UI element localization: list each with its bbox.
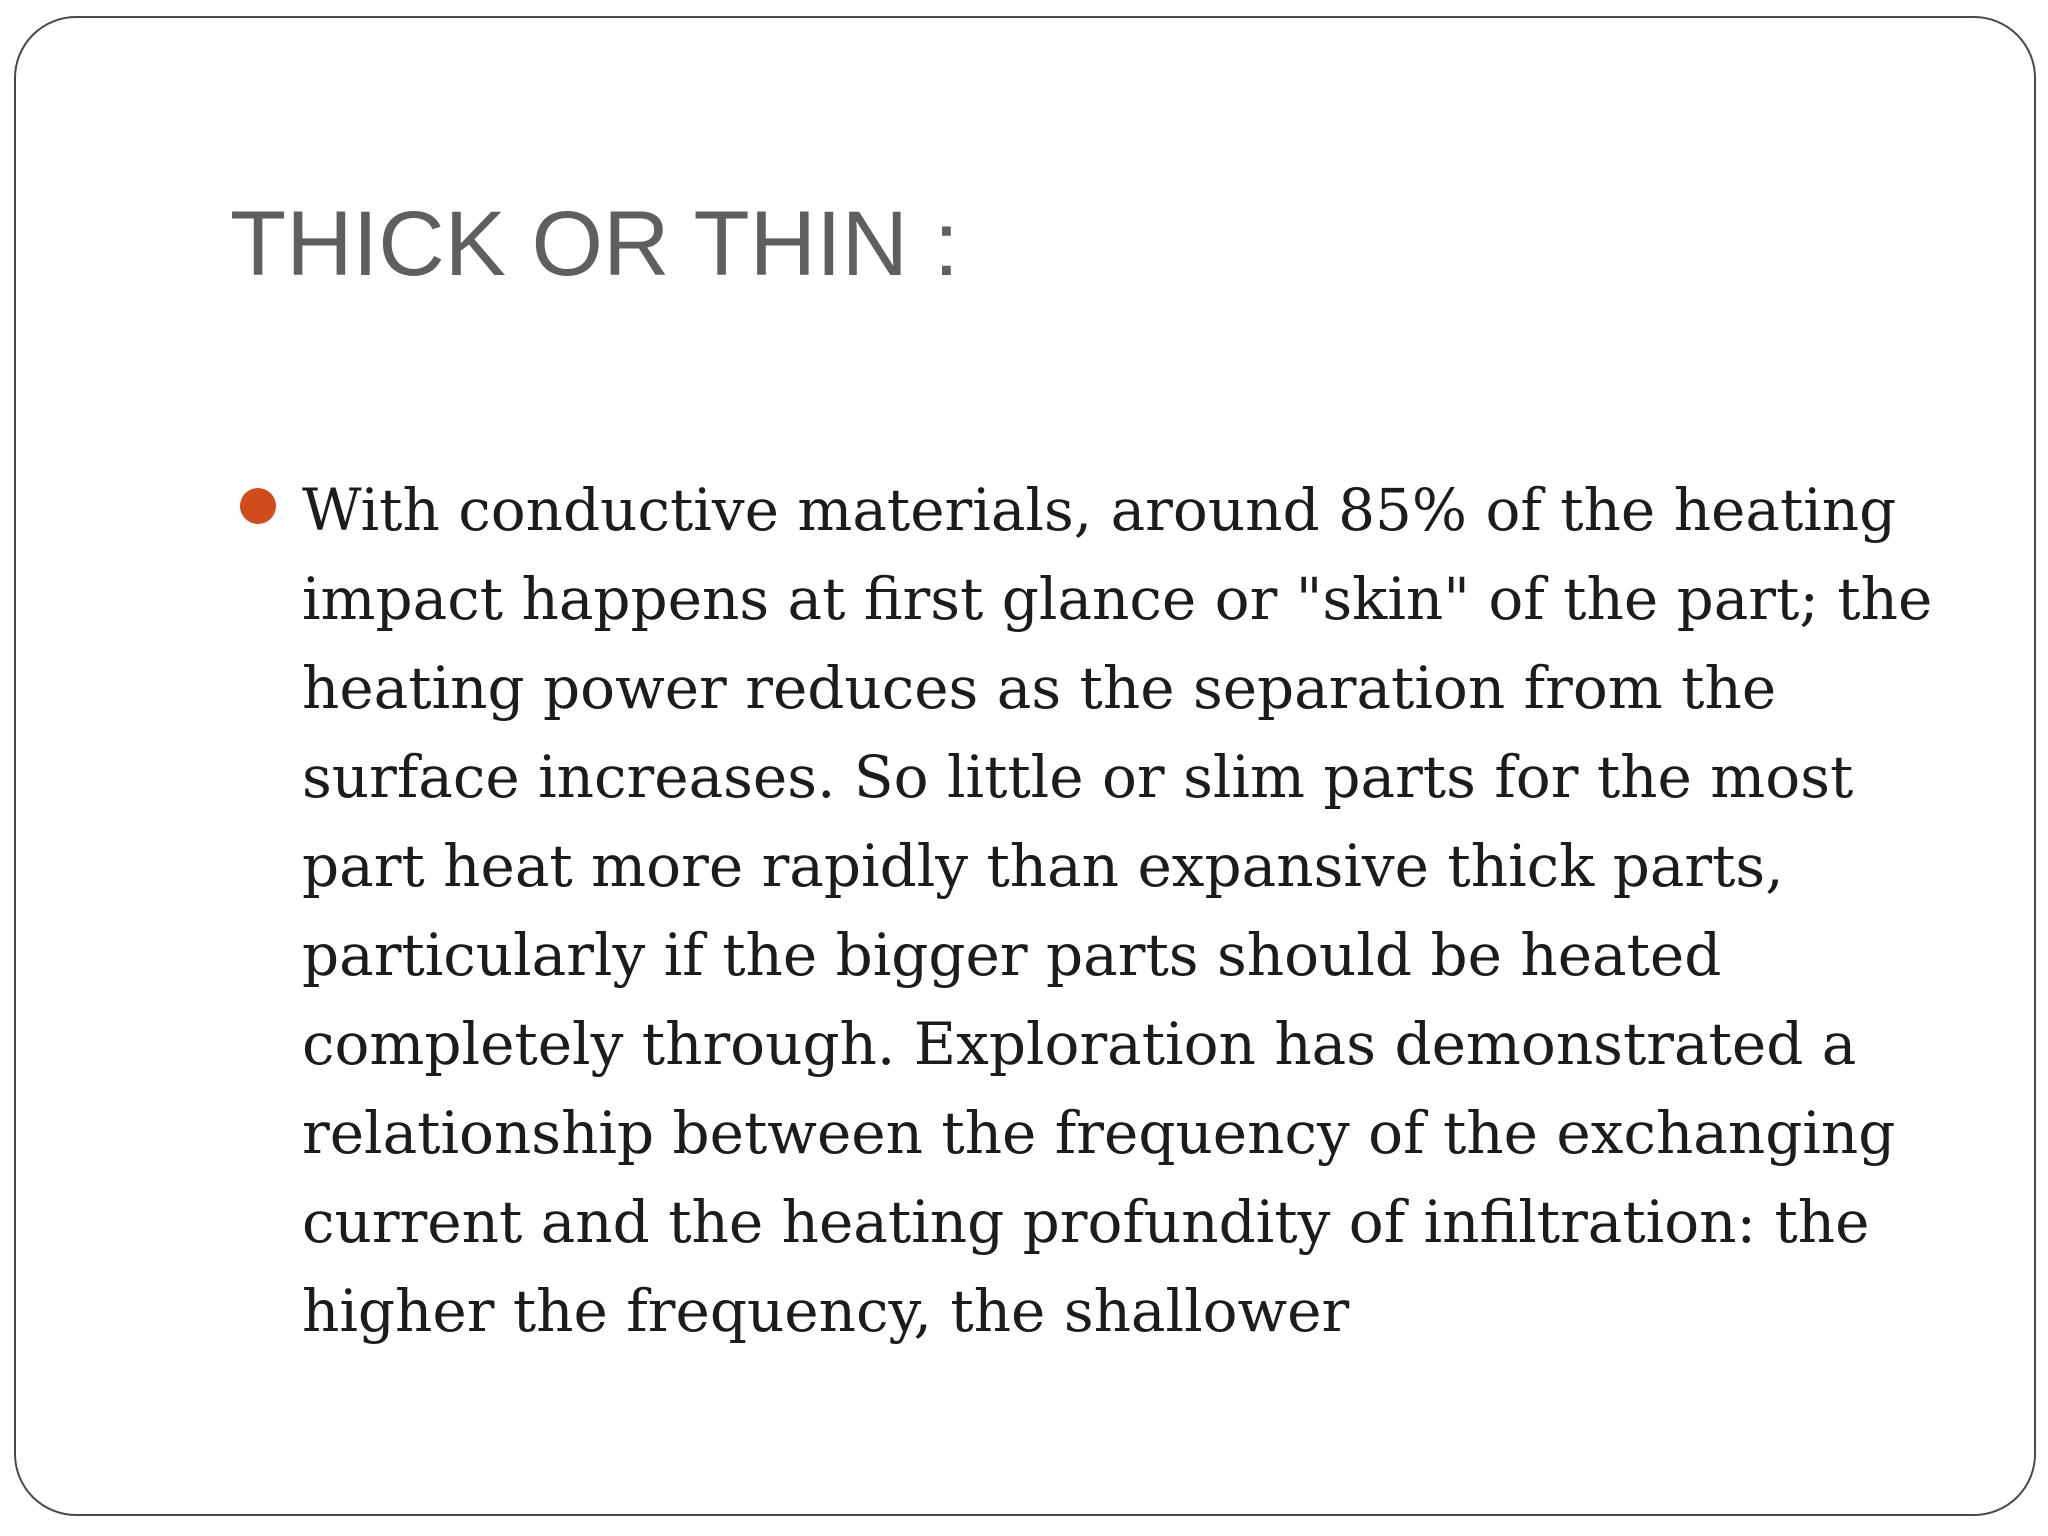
bullet-item [234,466,1954,1356]
bullet-list [234,466,1954,1356]
bullet-dot-icon [240,488,276,524]
slide-title: THICK OR THIN : [230,193,960,295]
bullet-text: With conductive materials, around 85% of the heating impact happens at first glance or "skin" of the part; the heating power reduces as the separation from the surface increases. So little or slim parts for the most part heat more rapidly than expansive thick parts, particularly if the bigger parts should be heated completely through. Exploration has demonstrated a relationship between the frequency of the exchanging current and the heating profundity of infiltration: the higher the frequency, the shallower [302,476,1933,1345]
slide [14,16,2036,1516]
